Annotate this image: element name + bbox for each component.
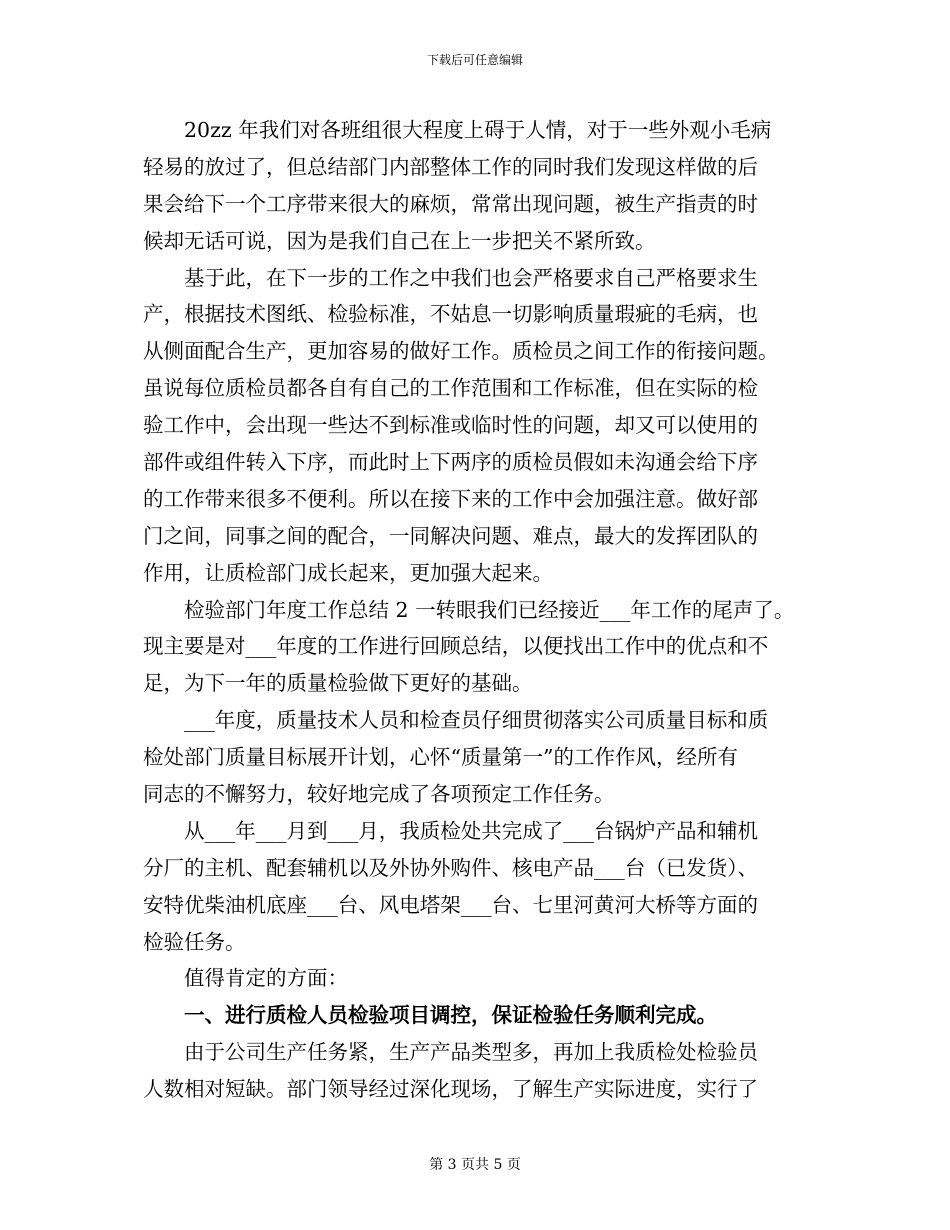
text-line: 同志的不懈努力，较好地完成了各项预定工作任务。 <box>143 782 615 807</box>
text-line: 足，为下一年的质量检验做下更好的基础。 <box>143 671 533 696</box>
text-line: 由于公司生产任务紧，生产产品类型多，再加上我质检处检验员 <box>184 1040 758 1065</box>
page-footer: 第 3 页共 5 页 <box>429 1157 521 1173</box>
text-line: 检验任务。 <box>143 929 246 954</box>
text-line: 检验部门年度工作总结 2 一转眼我们已经接近___年工作的尾声了。 <box>184 597 795 622</box>
text-line: 值得肯定的方面： <box>184 966 348 991</box>
text-line: 基于此，在下一步的工作之中我们也会严格要求自己严格要求生 <box>184 265 758 290</box>
text-line: 部件或组件转入下序，而此时上下两序的质检员假如未沟通会给下序 <box>143 450 758 475</box>
text-line: 产，根据技术图纸、检验标准，不姑息一切影响质量瑕疵的毛病，也 <box>143 302 758 327</box>
text-line: 作用，让质检部门成长起来，更加强大起来。 <box>143 560 553 585</box>
text-line: 门之间，同事之间的配合，一同解决问题、难点，最大的发挥团队的 <box>143 523 758 548</box>
section-heading: 一、进行质检人员检验项目调控，保证检验任务顺利完成。 <box>184 1003 717 1028</box>
text-line: 的工作带来很多不便利。所以在接下来的工作中会加强注意。做好部 <box>143 486 758 511</box>
text-line: 现主要是对___年度的工作进行回顾总结，以便找出工作中的优点和不 <box>143 634 769 659</box>
document-body <box>143 112 811 1108</box>
text-line: 从侧面配合生产，更加容易的做好工作。质检员之间工作的衔接问题。 <box>143 339 779 364</box>
page-header: 下载后可任意编辑 <box>426 53 523 67</box>
text-line: 分厂的主机、配套辅机以及外协外购件、核电产品___台（已发货）、 <box>143 855 758 880</box>
text-line: 候却无话可说，因为是我们自己在上一步把关不紧所致。 <box>143 228 656 253</box>
text-line: 检处部门质量目标展开计划，心怀“质量第一”的工作作风，经所有 <box>143 745 738 770</box>
text-line: ___年度，质量技术人员和检查员仔细贯彻落实公司质量目标和质 <box>184 708 769 733</box>
text-line: 人数相对短缺。部门领导经过深化现场，了解生产实际进度，实行了 <box>143 1077 758 1102</box>
text-line: 安特优柴油机底座___台、风电塔架___台、七里河黄河大桥等方面的 <box>143 892 758 917</box>
text-line: 果会给下一个工序带来很大的麻烦，常常出现问题，被生产指责的时 <box>143 191 758 216</box>
text-line: 从___年___月到___月，我质检处共完成了___台锅炉产品和辅机 <box>184 818 758 843</box>
text-line: 轻易的放过了，但总结部门内部整体工作的同时我们发现这样做的后 <box>143 154 758 179</box>
text-line: 验工作中，会出现一些达不到标准或临时性的问题，却又可以使用的 <box>143 413 758 438</box>
text-line: 20zz 年我们对各班组很大程度上碍于人情，对于一些外观小毛病 <box>184 118 772 142</box>
text-line: 虽说每位质检员都各自有自己的工作范围和工作标准，但在实际的检 <box>143 376 758 401</box>
